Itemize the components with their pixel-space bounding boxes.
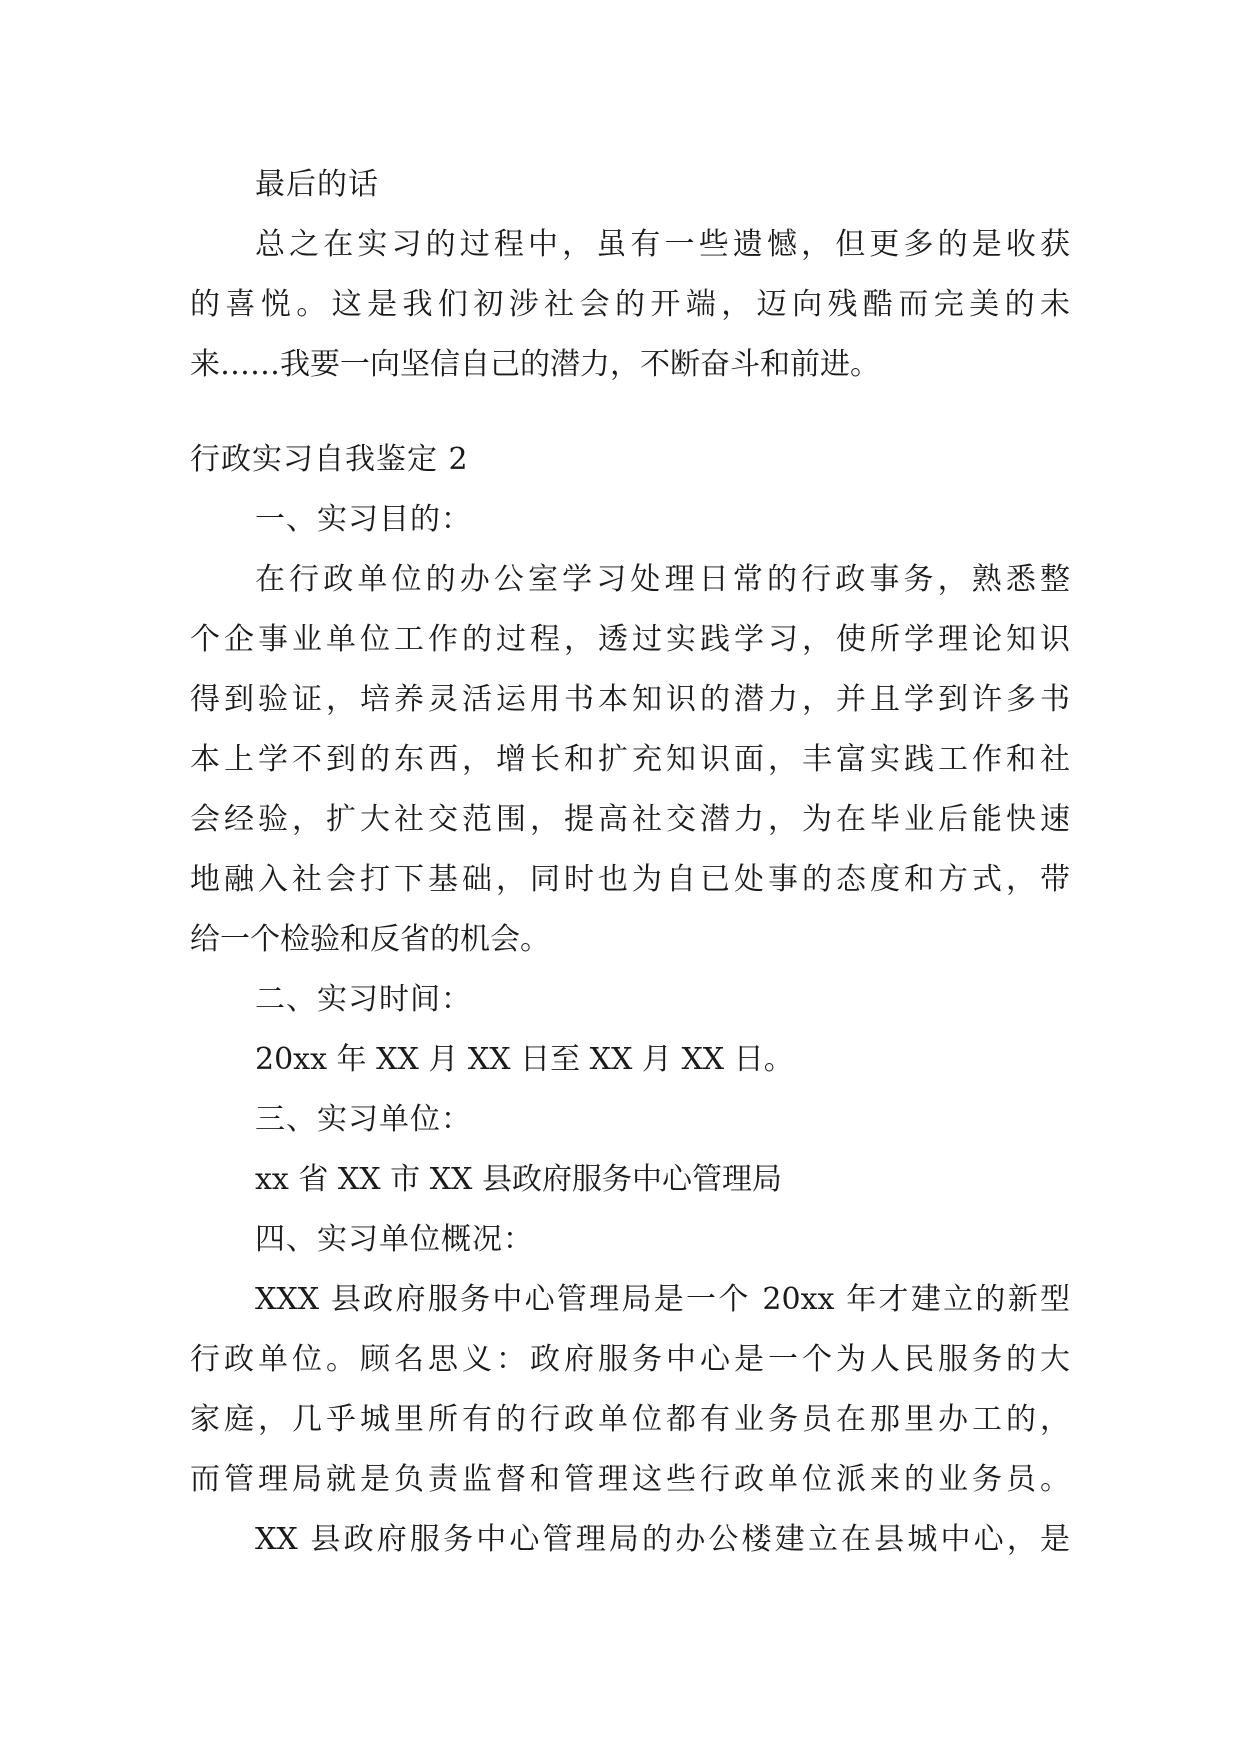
paragraph-line: 地融入社会打下基础，同时也为自已处事的态度和方式，带 — [190, 862, 1070, 897]
document-title: 行政实习自我鉴定 2 — [190, 442, 469, 477]
paragraph-line: 在行政单位的办公室学习处理日常的行政事务，熟悉整 — [255, 562, 1070, 597]
paragraph-line: 给一个检验和反省的机会。 — [190, 922, 550, 957]
paragraph-line: 家庭，几乎城里所有的行政单位都有业务员在那里办工的， — [190, 1402, 1070, 1437]
paragraph-line: 而管理局就是负责监督和管理这些行政单位派来的业务员。 — [190, 1462, 1070, 1497]
paragraph-line: XXX 县政府服务中心管理局是一个 20xx 年才建立的新型 — [255, 1282, 1070, 1317]
unit-text: xx 省 XX 市 XX 县政府服务中心管理局 — [255, 1162, 782, 1197]
section-title-final-words: 最后的话 — [255, 167, 379, 202]
paragraph-line: 行政单位。顾名思义：政府服务中心是一个为人民服务的大 — [190, 1342, 1070, 1377]
paragraph-line: XX 县政府服务中心管理局的办公楼建立在县城中心，是 — [255, 1522, 1070, 1557]
heading-time: 二、实习时间： — [255, 982, 472, 1017]
paragraph-line: 个企事业单位工作的过程，透过实践学习，使所学理论知识 — [190, 622, 1070, 657]
paragraph-line: 来……我要一向坚信自己的潜力，不断奋斗和前进。 — [190, 347, 880, 382]
time-text: 20xx 年 XX 月 XX 日至 XX 月 XX 日。 — [255, 1042, 794, 1077]
heading-unit: 三、实习单位： — [255, 1102, 472, 1137]
heading-purpose: 一、实习目的： — [255, 502, 472, 537]
paragraph-line: 得到验证，培养灵活运用书本知识的潜力，并且学到许多书 — [190, 682, 1070, 717]
paragraph-line: 会经验，扩大社交范围，提高社交潜力，为在毕业后能快速 — [190, 802, 1070, 837]
paragraph-line: 总之在实习的过程中，虽有一些遗憾，但更多的是收获 — [255, 227, 1070, 262]
heading-overview: 四、实习单位概况： — [255, 1222, 534, 1257]
paragraph-line: 本上学不到的东西，增长和扩充知识面，丰富实践工作和社 — [190, 742, 1070, 777]
paragraph-line: 的喜悦。这是我们初涉社会的开端，迈向残酷而完美的未 — [190, 287, 1070, 322]
